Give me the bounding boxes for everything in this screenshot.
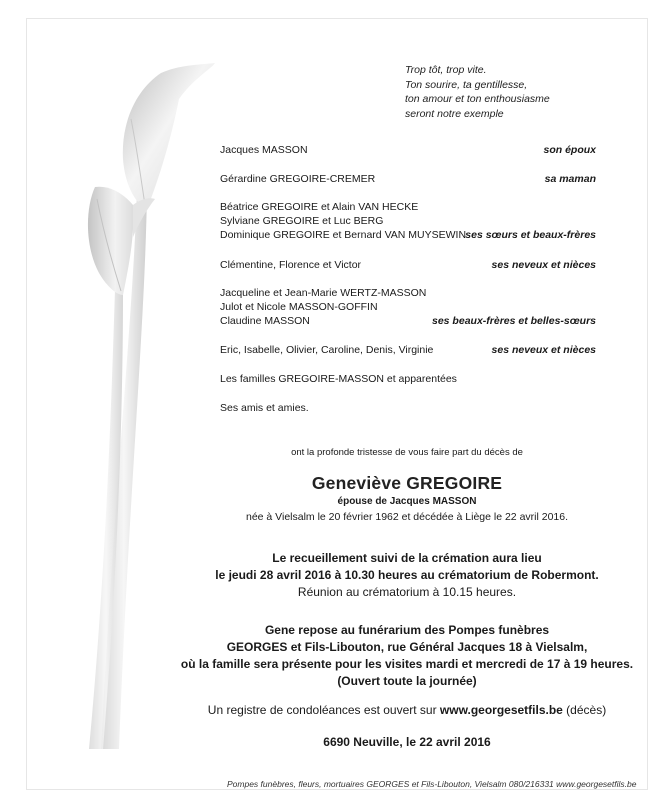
deceased-birth-death: née à Vielsalm le 20 février 1962 et décédée à Liège le 22 avril 2016. bbox=[245, 511, 569, 523]
ceremony-line: Réunion au crématorium à 10.15 heures. bbox=[297, 585, 517, 599]
footer-credit: Pompes funèbres, fleurs, mortuaires GEORGES et Fils-Libouton, Vielsalm 080/216331 www.georgesetfils.be bbox=[227, 779, 637, 789]
condolence-registry bbox=[167, 703, 647, 717]
poem-line: seront notre exemple bbox=[405, 107, 504, 120]
family-relation: ses neveux et nièces bbox=[491, 344, 596, 356]
family-member: Ses amis et amies. bbox=[220, 402, 309, 414]
family-group-in-laws bbox=[220, 286, 596, 328]
family-relation: ses beaux-frères et belles-sœurs bbox=[432, 315, 596, 327]
deceased-spouse: épouse de Jacques MASSON bbox=[337, 496, 477, 507]
repose-line: GEORGES et Fils-Libouton, rue Général Jacques 18 à Vielsalm, bbox=[226, 640, 588, 654]
family-member: Eric, Isabelle, Olivier, Caroline, Denis, Virginie bbox=[220, 344, 434, 356]
family-member: Béatrice GREGOIRE et Alain VAN HECKE bbox=[220, 201, 419, 213]
family-relation: ses sœurs et beaux-frères bbox=[465, 229, 596, 241]
poem-line: Trop tôt, trop vite. bbox=[405, 64, 487, 76]
ceremony-line: le jeudi 28 avril 2016 à 10.30 heures au crématorium de Robermont. bbox=[215, 568, 599, 582]
family-member: Gérardine GREGOIRE-CREMER bbox=[220, 173, 376, 185]
family-group-nephews-2 bbox=[220, 343, 596, 357]
announcement-intro: ont la profonde tristesse de vous faire part du décès de bbox=[291, 447, 523, 458]
poem-line: ton amour et ton enthousiasme bbox=[405, 93, 550, 105]
family-relation: sa maman bbox=[544, 173, 596, 185]
family-group-nephews-1 bbox=[220, 258, 596, 272]
funeral-notice bbox=[26, 18, 648, 790]
family-relation: son époux bbox=[543, 144, 596, 156]
place-and-date: 6690 Neuville, le 22 avril 2016 bbox=[323, 735, 491, 749]
registry-suffix: (décès) bbox=[562, 703, 607, 717]
poem-line: Ton sourire, ta gentillesse, bbox=[405, 78, 528, 91]
family-member: Claudine MASSON bbox=[220, 315, 310, 327]
repose-line: où la famille sera présente pour les visites mardi et mercredi de 17 à 19 heures. bbox=[180, 657, 634, 671]
family-group-spouse bbox=[220, 143, 596, 157]
family-member: Clémentine, Florence et Victor bbox=[220, 259, 362, 271]
family-member: Julot et Nicole MASSON-GOFFIN bbox=[220, 301, 378, 313]
family-relation: ses neveux et nièces bbox=[491, 259, 596, 271]
family-member: Les familles GREGOIRE-MASSON et apparentées bbox=[220, 373, 457, 385]
registry-website-link[interactable]: www.georgesetfils.be bbox=[439, 703, 563, 717]
registry-text: Un registre de condoléances est ouvert sur bbox=[207, 703, 440, 717]
family-group-sisters bbox=[220, 200, 596, 242]
deceased-name: Geneviève GREGOIRE bbox=[311, 473, 503, 493]
repose-line: Gene repose au funérarium des Pompes funèbres bbox=[264, 623, 550, 637]
family-group-friends bbox=[220, 401, 596, 415]
family-member: Jacqueline et Jean-Marie WERTZ-MASSON bbox=[220, 287, 427, 299]
family-member: Jacques MASSON bbox=[220, 144, 308, 156]
family-group-mother bbox=[220, 172, 596, 186]
poem bbox=[405, 63, 550, 121]
family-member: Sylviane GREGOIRE et Luc BERG bbox=[220, 215, 384, 227]
ceremony-line: Le recueillement suivi de la crémation aura lieu bbox=[272, 551, 542, 565]
family-member: Dominique GREGOIRE et Bernard VAN MUYSEWIN bbox=[220, 229, 467, 241]
family-group-families bbox=[220, 372, 596, 386]
repose-line: (Ouvert toute la journée) bbox=[337, 674, 477, 688]
